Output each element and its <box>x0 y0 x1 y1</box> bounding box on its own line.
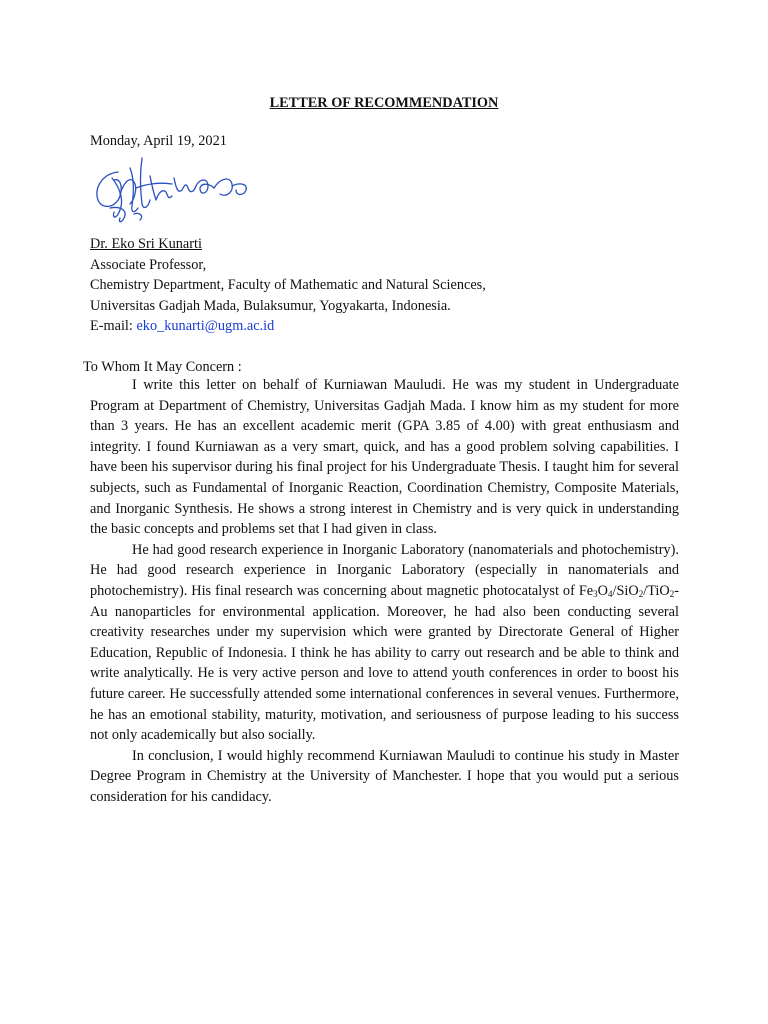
author-position: Associate Professor, <box>90 256 207 273</box>
chemical-formula: $Fe_3O_4/SiO_2/TiO_2-Au$ <box>90 582 679 620</box>
email-link[interactable]: eko_kunarti@ugm.ac.id <box>136 318 275 335</box>
signature-image <box>90 148 255 230</box>
salutation: To Whom It May Concern : <box>83 359 242 375</box>
letter-body <box>90 375 679 807</box>
author-name: Dr. Eko Sri Kunarti <box>90 236 202 252</box>
author-university: Universitas Gadjah Mada, Bulaksumur, Yogyakarta, Indonesia. <box>90 297 451 314</box>
paragraph-2-part-2: nanoparticles for environmental application. Moreover, he had also been conducting several creativity researches under my supervision which were granted by Directorate General of Higher Education, Republic of Indonesia. I think he has ability to carry out research and be able to think and write analytically. He is very active person and love to attend youth conferences in order to boost his future career. He successfully attended some international conferences in several venues. Furthermore, he has an emotional stability, maturity, motivation, and seriousness of purpose leading to his success not only academically but also socially. <box>90 603 679 744</box>
paragraph-1: I write this letter on behalf of Kurniawan Mauludi. He was my student in Undergraduate Program at Department of Chemistry, Universitas Gadjah Mada. I know him as my student for more than 3 years. He has an excellent academic merit (GPA 3.85 of 4.00) with great enthusiasm and integrity. I found Kurniawan as a very smart, quick, and has a good problem solving capabilities. I have been his supervisor during his final project for his Undergraduate Thesis. I taught him for several subjects, such as Fundamental of Inorganic Reaction, Coordination Chemistry, Composite Materials, and Inorganic Synthesis. He shows a strong interest in Chemistry and is very quick in understanding the basic concepts and problems set that I had given in class. <box>90 377 679 538</box>
author-block <box>90 234 486 337</box>
paragraph-2 <box>90 540 679 746</box>
letter-date: Monday, April 19, 2021 <box>90 133 227 149</box>
author-email-line <box>90 316 486 337</box>
paragraph-2-part-1: He had good research experience in Inorganic Laboratory (nanomaterials and photochemistry). He had good research experience in Inorganic Laboratory (especially in nanomaterials and photochemistry). His final research was concerning about magnetic photocatalyst of <box>90 541 679 599</box>
email-label: E-mail: <box>90 318 137 335</box>
letter-title: LETTER OF RECOMMENDATION <box>269 95 499 111</box>
author-department: Chemistry Department, Faculty of Mathematic and Natural Sciences, <box>90 277 486 294</box>
paragraph-3: In conclusion, I would highly recommend Kurniawan Mauludi to continue his study in Master Degree Program in Chemistry at the University of Manchester. I hope that you would put a serious consideration for his candidacy. <box>90 747 679 805</box>
